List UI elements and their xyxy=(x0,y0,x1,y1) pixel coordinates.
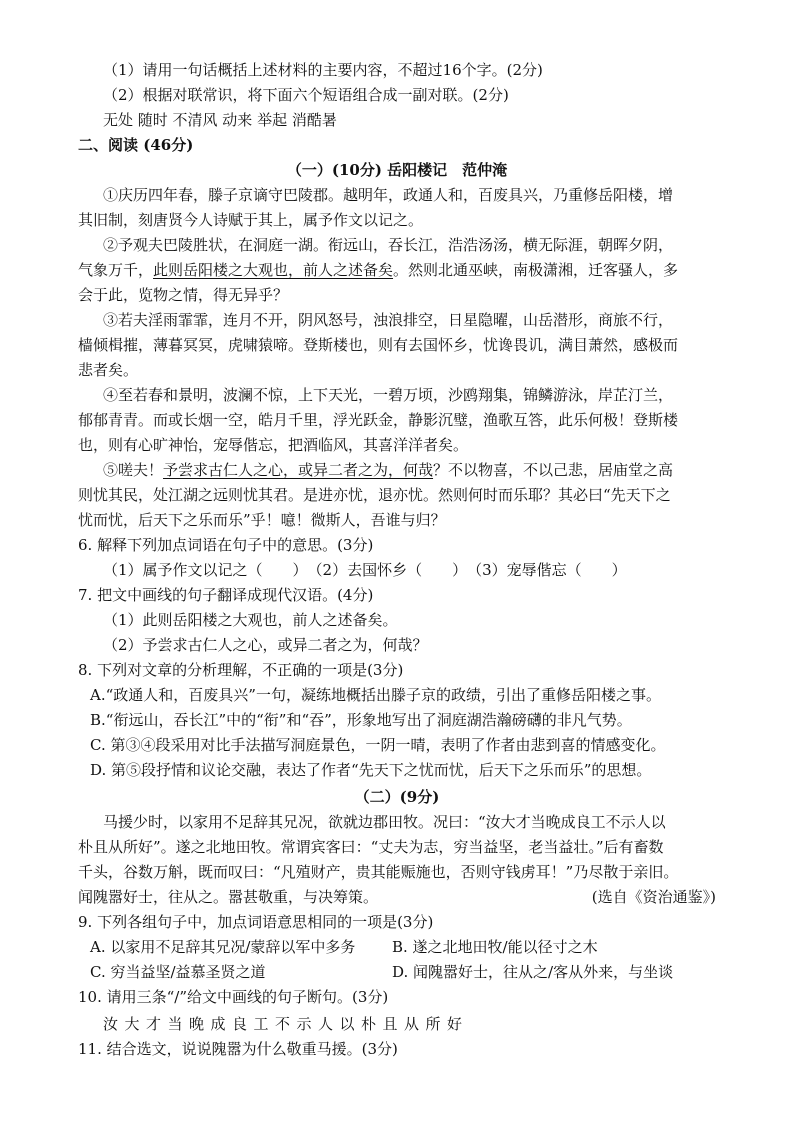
p5-text-after: ？不以物喜，不以己悲，居庙堂之高 xyxy=(433,461,674,479)
p2-text-after: 。然则北通巫峡，南极潇湘，迁客骚人，多 xyxy=(393,261,679,279)
passage2-line3: 千头，谷数万斛，既而叹曰：“凡殖财产，贵其能赈施也，否则守钱虏耳！”乃尽散于亲旧。 xyxy=(78,863,679,881)
couplet-phrases: 无处 随时 不清风 动来 举起 消酷暑 xyxy=(103,111,337,129)
p5-text-before: ⑤嗟夫！ xyxy=(103,461,164,479)
passage1-p2-line3: 会于此，览物之情，得无异乎？ xyxy=(78,286,289,304)
passage2-line4: 闻隗嚣好士，往从之。嚣甚敬重，与决筹策。 xyxy=(78,888,379,906)
q8-stem: 8. 下列对文章的分析理解，不正确的一项是(3分) xyxy=(78,661,404,679)
q8-option-d: D. 第⑤段抒情和议论交融，表达了作者“先天下之忧而忧，后天下之乐而乐”的思想。 xyxy=(90,761,652,779)
passage1-p4-line3: 也，则有心旷神怡，宠辱偕忘，把酒临风，其喜洋洋者矣。 xyxy=(78,436,469,454)
q8-option-b: B.“衔远山，吞长江”中的“衔”和“吞”，形象地写出了洞庭湖浩瀚磅礴的非凡气势。 xyxy=(90,711,632,729)
q11-stem: 11. 结合选文，说说隗嚣为什么敬重马援。(3分) xyxy=(78,1040,398,1058)
passage1-p5-line2: 则忧其民，处江湖之远则忧其君。是进亦忧，退亦忧。然则何时而乐耶？其必曰“先天下之 xyxy=(78,486,671,504)
q6-stem: 6. 解释下列加点词语在句子中的意思。(3分) xyxy=(78,536,374,554)
q9-option-d: D. 闻隗嚣好士，往从之/客从外来，与坐谈 xyxy=(392,963,674,981)
passage1-p4-line1: ④至若春和景明，波澜不惊，上下天光，一碧万顷，沙鸥翔集，锦鳞游泳，岸芷汀兰， xyxy=(103,386,674,404)
q9-option-c: C. 穷当益坚/益慕圣贤之道 xyxy=(90,963,266,981)
passage2-source: (选自《资治通鉴》) xyxy=(591,888,716,906)
passage1-p3-line1: ③若夫淫雨霏霏，连月不开，阴风怒号，浊浪排空，日星隐曜，山岳潜形，商旅不行， xyxy=(103,311,674,329)
q8-option-a: A.“政通人和，百废具兴”一句，凝练地概括出滕子京的政绩，引出了重修岳阳楼之事。 xyxy=(90,686,661,704)
passage1-p4-line2: 郁郁青青。而或长烟一空，皓月千里，浮光跃金，静影沉璧，渔歌互答，此乐何极！登斯楼 xyxy=(78,411,679,429)
passage1-p5-line1 xyxy=(103,458,673,482)
passage1-p3-line2: 樯倾楫摧，薄暮冥冥，虎啸猿啼。登斯楼也，则有去国怀乡，忧谗畏讥，满目萧然，感极而 xyxy=(78,336,679,354)
question-summary: （1）请用一句话概括上述材料的主要内容，不超过16个字。(2分) xyxy=(103,61,543,79)
q7-sentence-1: （1）此则岳阳楼之大观也，前人之述备矣。 xyxy=(103,611,398,629)
passage2-title: （二）(9分) xyxy=(354,788,440,806)
section-heading-reading: 二、阅读 (46分) xyxy=(78,136,194,154)
passage1-title: （一）(10分) 岳阳楼记 范仲淹 xyxy=(286,161,508,179)
q6-items: （1）属予作文以记之（ ） （2）去国怀乡（ ） （3）宠辱偕忘（ ） xyxy=(103,561,627,579)
q7-sentence-2: （2）予尝求古仁人之心，或异二者之为，何哉？ xyxy=(103,636,428,654)
passage1-p2-line2 xyxy=(78,258,678,282)
q8-option-c: C. 第③④段采用对比手法描写洞庭景色，一阴一晴，表明了作者由悲到喜的情感变化。 xyxy=(90,736,666,754)
passage1-p1-line2: 其旧制，刻唐贤今人诗赋于其上，属予作文以记之。 xyxy=(78,211,424,229)
q9-option-a: A. 以家用不足辞其兄况/蒙辞以军中多务 xyxy=(90,938,356,956)
passage2-line1: 马援少时，以家用不足辞其兄况，欲就边郡田牧。况曰：“汝大才当晚成良工不示人以 xyxy=(103,813,666,831)
question-couplet: （2）根据对联常识，将下面六个短语组合成一副对联。(2分) xyxy=(103,86,509,104)
passage1-p1-line1: ①庆历四年春，滕子京谪守巴陵郡。越明年，政通人和，百废具兴，乃重修岳阳楼，增 xyxy=(103,186,674,204)
q9-option-b: B. 遂之北地田牧/能以径寸之木 xyxy=(392,938,598,956)
p2-text-before: 气象万千， xyxy=(78,261,154,279)
passage1-p5-line3: 忧而忧，后天下之乐而乐”乎！噫！微斯人，吾谁与归？ xyxy=(78,511,446,529)
underlined-sentence-1: 此则岳阳楼之大观也，前人之述备矣 xyxy=(153,261,394,279)
q10-sentence: 汝大才当晚成良工不示人以朴且从所好 xyxy=(103,1015,469,1033)
passage2-line2: 朴且从所好”。遂之北地田牧。常谓宾客曰：“丈夫为志，穷当益坚，老当益壮。”后有畜数 xyxy=(78,838,664,856)
q9-stem: 9. 下列各组句子中，加点词语意思相同的一项是(3分) xyxy=(78,913,434,931)
underlined-sentence-2: 予尝求古仁人之心，或异二者之为，何哉 xyxy=(163,461,434,479)
q10-stem: 10. 请用三条“/”给文中画线的句子断句。(3分) xyxy=(78,988,389,1006)
passage1-p3-line3: 悲者矣。 xyxy=(78,361,139,379)
q7-stem: 7. 把文中画线的句子翻译成现代汉语。(4分) xyxy=(78,586,374,604)
passage1-p2-line1: ②予观夫巴陵胜状，在洞庭一湖。衔远山，吞长江，浩浩汤汤，横无际涯，朝晖夕阴， xyxy=(103,236,674,254)
